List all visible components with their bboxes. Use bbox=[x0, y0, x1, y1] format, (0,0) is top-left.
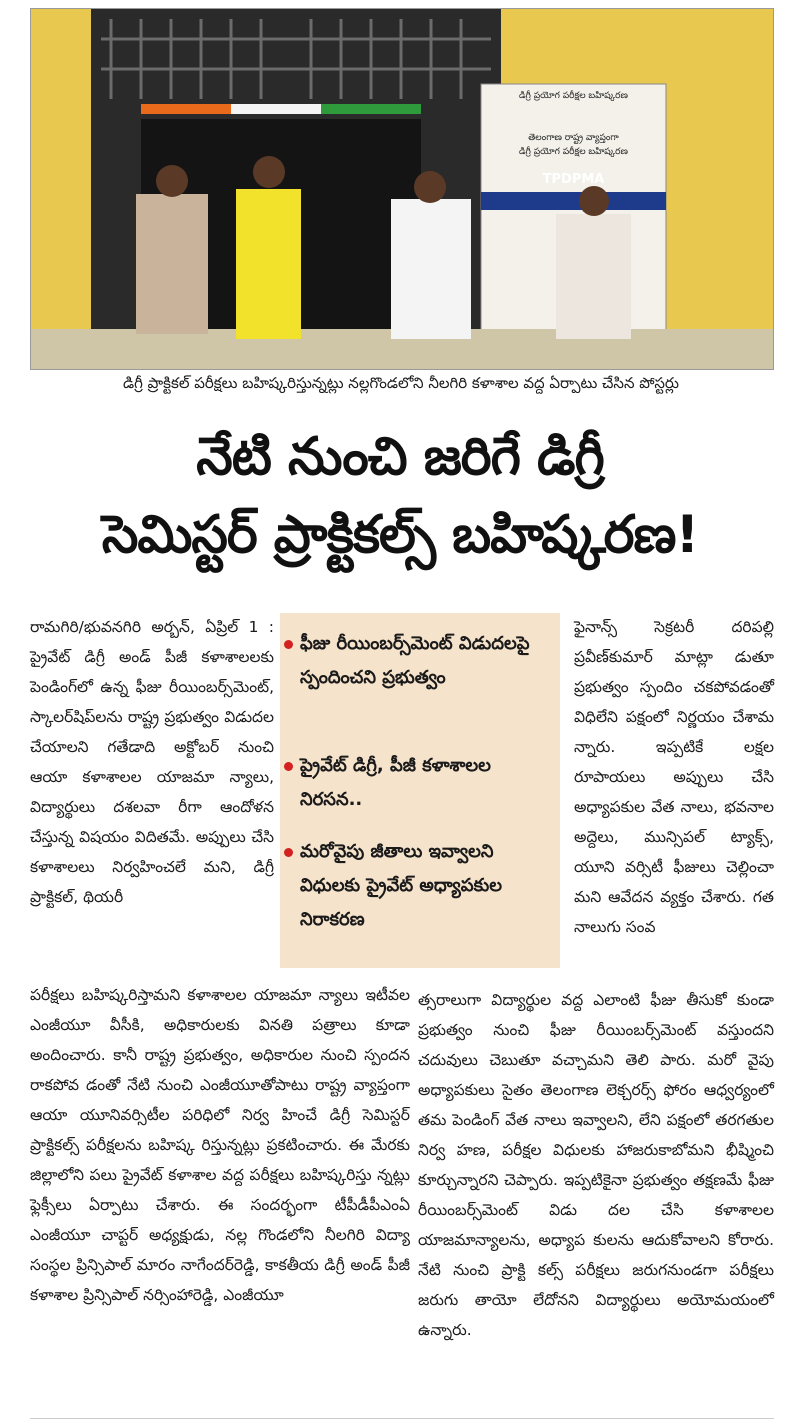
photo-illustration bbox=[31, 9, 773, 369]
article-text: పరీక్షలు బహిష్కరిస్తామని కళాశాలల యాజమా న్యాలు ఇటీవల ఎంజీయూ వీసీకి, అధికారులకు వినతి పత్రాలు కూడా అందించారు. కానీ రాష్ట్ర ప్రభుత్వం, అధికారుల నుంచి స్పందన రాకపోవ డంతో నేటి నుంచి ఎంజీయూతోపాటు రాష్ట్ర వ్యాప్తంగా ఆయా యూనివర్సిటీల పరిధిలో నిర్వ హించే డిగ్రీ సెమిస్టర్ ప్రాక్టికల్స్ పరీక్షలను బహిష్క రిస్తున్నట్లు ప్రకటించారు. ఈ మేరకు జిల్లాలోని పలు ప్రైవేట్ కళాశాల వద్ద పరీక్షలు బహిష్కరిస్తు న్నట్లు ఫ్లెక్సీలు ఏర్పాటు చేశారు. ఈ సందర్భంగా టీపీడీపీఎంఏ ఎంజీయూ చాప్టర్ అధ్యక్షుడు, నల్ల గొండలోని నీలగిరి విద్యా సంస్థల ప్రిన్సిపాల్ మారం నాగేందర్‌రెడ్డి, కాకతీయ డిగ్రీ అండ్ పీజీ కళాశాల ప్రిన్సిపాల్ నర్సింహారెడ్డి, ఎంజీయూ bbox=[30, 986, 410, 1304]
article-column-3 bbox=[574, 612, 774, 942]
highlight-text: ప్రైవేట్ డిగ్రీ, పీజీ కళాశాలల నిరసన.. bbox=[300, 755, 491, 810]
poster-line: తెలంగాణ రాష్ట్ర వ్యాప్తంగా bbox=[528, 133, 619, 143]
highlights-box bbox=[280, 613, 560, 968]
highlight-item bbox=[300, 627, 545, 695]
news-photo bbox=[30, 8, 774, 370]
article-text: త్సరాలుగా విద్యార్థుల వద్ద ఎలాంటి ఫీజు తీసుకో కుండా ప్రభుత్వం నుంచి ఫీజు రీయింబర్స్‌మెంట్ వస్తుందని చదువులు చెబుతూ వచ్చామని తెలి పారు. మరో వైపు అధ్యాపకులు సైతం తెలంగాణ లెక్చరర్స్ ఫోరం ఆధ్వర్యంలో తమ పెండింగ్ వేత నాలు ఇవ్వాలని, లేని పక్షంలో తరగతుల నిర్వ హణ, పరీక్షల విధులకు హాజరుకాబోమని భీష్మించి కూర్చున్నారని చెప్పారు. ఇప్పటికైనా ప్రభుత్వం తక్షణమే ఫీజు రీయింబర్స్‌మెంట్ విడు దల చేసి కళాశాలల యాజమాన్యాలను, అధ్యాప కులను ఆదుకోవాలని కోరారు. నేటి నుంచి ప్రాక్టి కల్స్ పరీక్షలు జరుగనుండగా పరీక్షలు జరుగు తాయో లేదోనని విద్యార్థులు అయోమయంలో ఉన్నారు. bbox=[418, 991, 774, 1339]
bullet-icon bbox=[284, 848, 293, 857]
bullet-icon bbox=[284, 762, 293, 771]
bullet-icon bbox=[284, 640, 293, 649]
poster-line: డిగ్రీ ప్రయోగ పరీక్షల బహిష్కరణ bbox=[519, 147, 628, 157]
poster-logo-text: TPDPMA bbox=[542, 172, 605, 187]
divider bbox=[30, 1418, 774, 1419]
headline-line-1: నేటి నుంచి జరిగే డిగ్రీ bbox=[196, 427, 604, 487]
article-text: ఫైనాన్స్ సెక్రటరీ దరిపల్లి ప్రవీణ్‌కుమార్ మాట్లా డుతూ ప్రభుత్వం స్పందిం చకపోవడంతో విధిలేని పక్షంలో నిర్ణయం చేశామ న్నారు. ఇప్పటికే లక్షల రూపాయలు అప్పులు చేసి అధ్యాపకుల వేత నాలు, భవనాల అద్దెలు, మున్సిపల్ ట్యాక్స్, యూని వర్సిటీ ఫీజులు చెల్లించా మని ఆవేదన వ్యక్తం చేశారు. గత నాలుగు సంవ bbox=[574, 618, 774, 936]
article-text: రామగిరి/భువనగిరి అర్బన్, ఏప్రిల్ 1 : ప్రైవేట్ డిగ్రీ అండ్ పీజీ కళాశాలలకు పెండింగ్‌లో ఉన్న ఫీజు రీయింబర్స్‌మెంట్, స్కాలర్‌షిప్‌లను రాష్ట్ర ప్రభుత్వం విడుదల చేయాలని గతేడాది అక్టోబర్ నుంచి ఆయా కళాశాలల యాజమా న్యాలు, విద్యార్థులు దశలవా రీగా ఆందోళన చేస్తున్న విషయం విదితమే. అప్పులు చేసి కళాశాలలు నిర్వహించలే మని, డిగ్రీ ప్రాక్టికల్, థియరీ bbox=[30, 618, 274, 906]
photo-caption: డిగ్రీ ప్రాక్టికల్ పరీక్షలు బహిష్కరిస్తున్నట్లు నల్లగొండలోని నీలగిరి కళాశాల వద్ద ఏర్పాటు చేసిన పోస్టర్లు bbox=[122, 374, 679, 392]
article-column-1 bbox=[30, 612, 274, 912]
highlight-item bbox=[300, 835, 545, 937]
poster-line: డిగ్రీ ప్రయోగ పరీక్షల బహిష్కరణ bbox=[519, 91, 628, 101]
highlight-text: ఫీజు రీయింబర్స్‌మెంట్ విడుదలపై స్పందించని ప్రభుత్వం bbox=[300, 633, 530, 688]
headline bbox=[20, 418, 780, 574]
article-column-lower-right bbox=[418, 985, 774, 1345]
headline-line-2: సెమిస్టర్ ప్రాక్టికల్స్ బహిష్కరణ! bbox=[101, 505, 699, 565]
highlight-item bbox=[300, 749, 545, 817]
highlight-text: మరోవైపు జీతాలు ఇవ్వాలని విధులకు ప్రైవేట్ అధ్యాపకుల నిరాకరణ bbox=[300, 841, 502, 930]
article-column-lower-left bbox=[30, 980, 410, 1310]
